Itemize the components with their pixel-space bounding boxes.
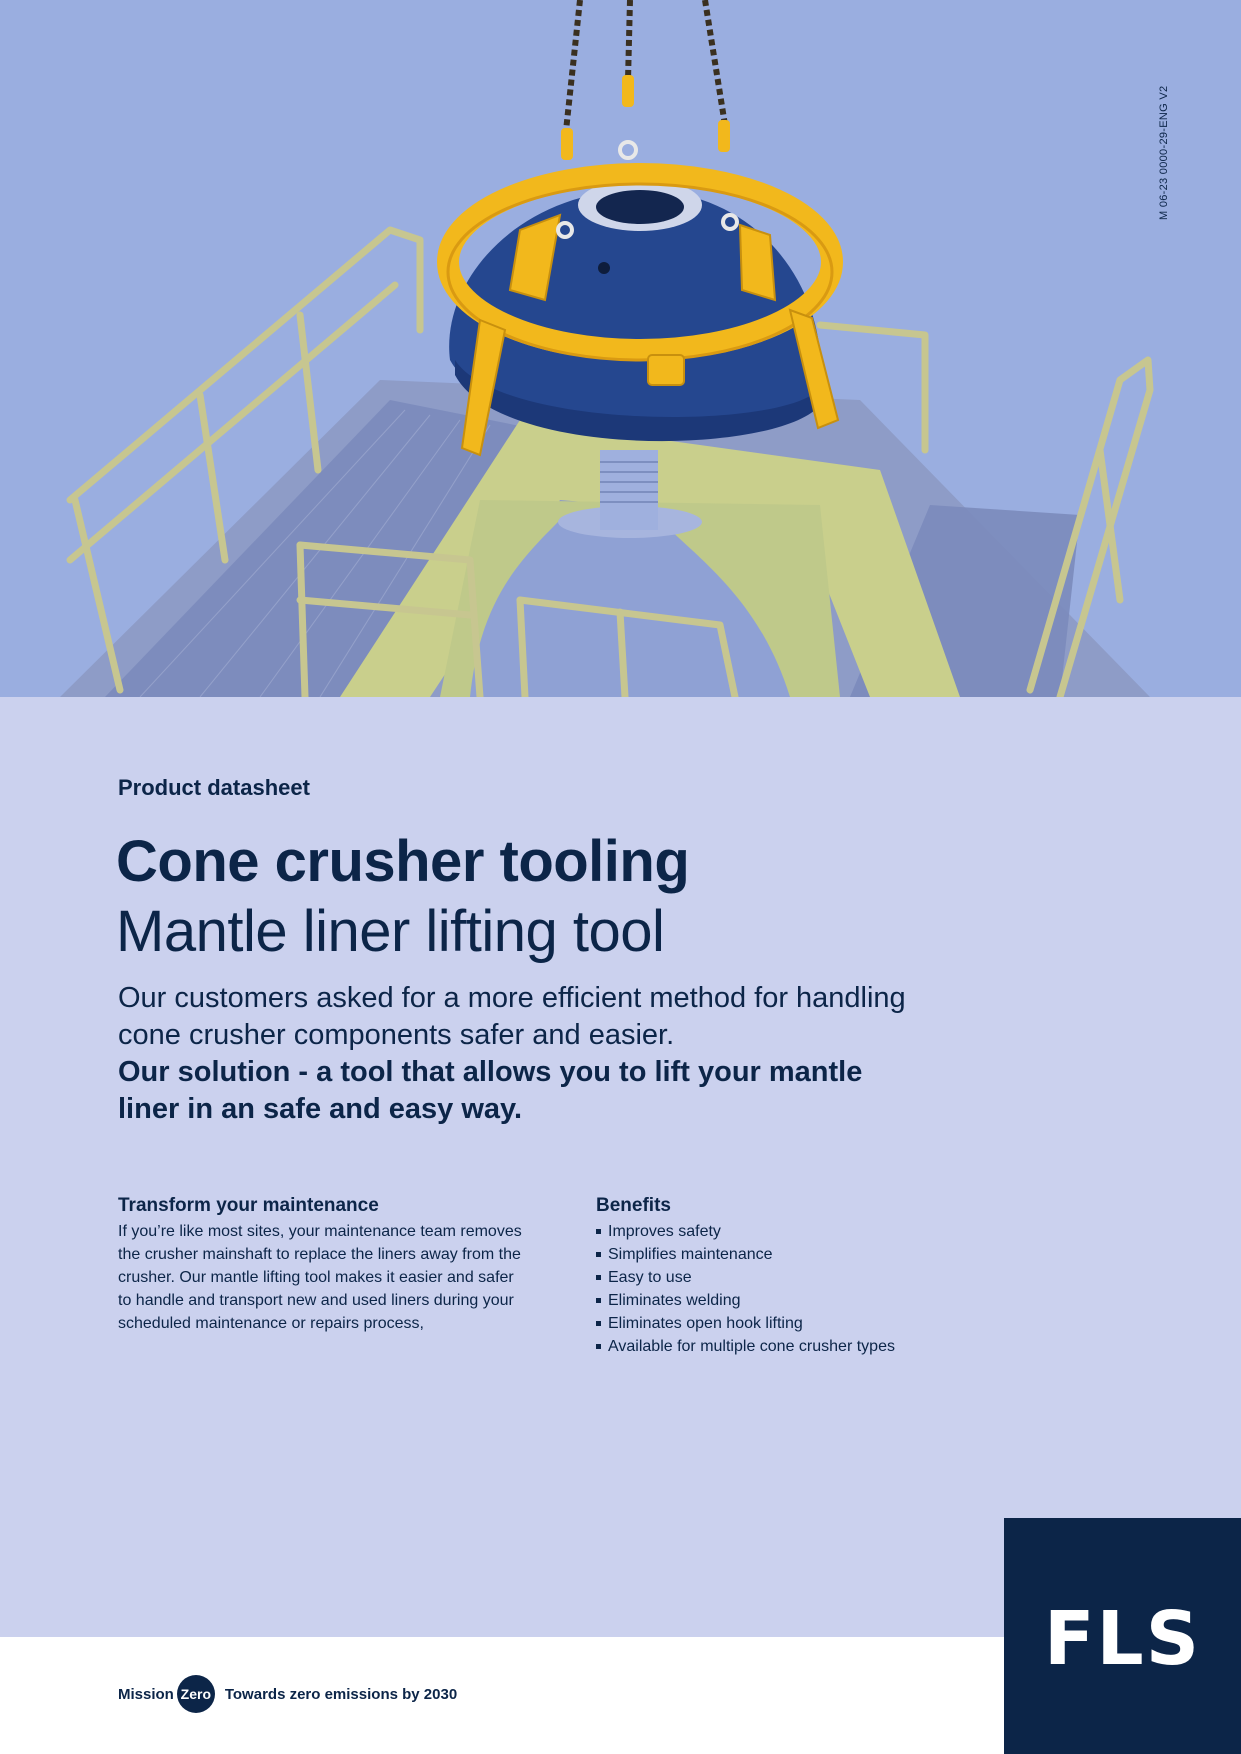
document-type-label: Product datasheet — [118, 775, 310, 800]
page-title: Cone crusher tooling — [116, 829, 690, 894]
page-subtitle: Mantle liner lifting tool — [116, 899, 665, 964]
intro-lead: Our customers asked for a more efficient method for handling cone crusher components safer and easier. — [118, 982, 906, 1051]
lifting-tool-illustration — [0, 0, 1241, 697]
maintenance-heading: Transform your maintenance — [118, 1195, 379, 1216]
hero-banner — [0, 0, 1241, 697]
benefits-heading: Benefits — [596, 1195, 671, 1216]
brand-logo-block — [1004, 1518, 1241, 1754]
mission-word: Mission — [118, 1685, 174, 1703]
benefit-item: Improves safety — [596, 1220, 895, 1243]
benefit-item: Simplifies maintenance — [596, 1243, 895, 1266]
benefit-item: Eliminates open hook lifting — [596, 1312, 895, 1335]
benefit-item: Easy to use — [596, 1266, 895, 1289]
benefits-list — [596, 1220, 895, 1358]
intro-paragraph — [118, 980, 918, 1128]
maintenance-body: If you’re like most sites, your maintenance team removes the crusher mainshaft to replace the liners away from the crusher. Our mantle lifting tool makes it easier and safer to handle and transport new and used liners during your scheduled maintenance or repairs process, — [118, 1223, 522, 1332]
benefit-item: Eliminates welding — [596, 1289, 895, 1312]
benefit-item: Available for multiple cone crusher types — [596, 1335, 895, 1358]
brand-logo: FLS — [1044, 1596, 1201, 1682]
zero-badge: Zero — [177, 1675, 215, 1713]
intro-solution: Our solution - a tool that allows you to lift your mantle liner in an safe and easy way. — [118, 1056, 863, 1125]
tagline-text: Towards zero emissions by 2030 — [224, 1685, 458, 1703]
mission-zero-tagline — [118, 1674, 457, 1714]
document-code: M 06-23 0000-29-ENG V2 — [1158, 85, 1170, 220]
